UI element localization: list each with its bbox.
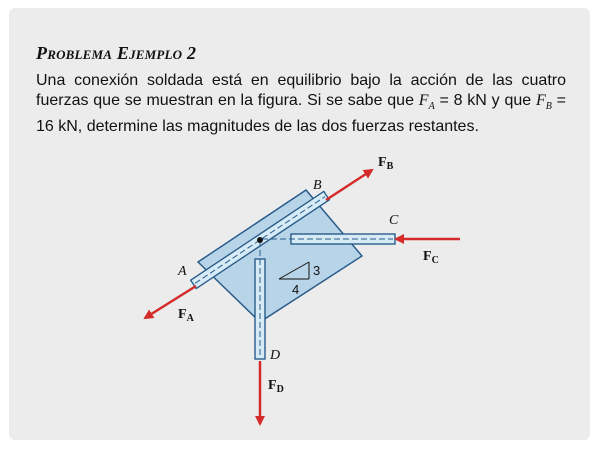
force-b-label: $F_B$ bbox=[378, 155, 394, 172]
bar-d bbox=[255, 241, 265, 359]
point-label-d: D bbox=[270, 348, 281, 363]
point-label-b: B bbox=[313, 178, 322, 193]
force-d-label: $F_D$ bbox=[268, 378, 284, 395]
point-label-c: C bbox=[389, 213, 399, 228]
force-c-label: $F_C$ bbox=[423, 249, 439, 266]
junction-point bbox=[257, 237, 263, 243]
slope-rise-label: 3 bbox=[313, 263, 321, 278]
force-b-symbol: $F_B$ bbox=[535, 92, 552, 113]
statement-part-1: Una conexión soldada está en equilibrio bajo la acción de las cuatro fuerzas que se muestran en la figura. Si se sabe que bbox=[36, 72, 566, 109]
force-a-symbol: $F_A$ bbox=[418, 92, 435, 113]
point-label-a: A bbox=[178, 264, 187, 279]
force-b-arrow bbox=[326, 170, 372, 200]
problem-title: Problema Ejemplo 2 bbox=[36, 43, 197, 63]
force-b-value: = 16 kN, determine las magnitudes de las dos fuerzas restantes. bbox=[36, 92, 567, 136]
force-a-label: $F_A$ bbox=[178, 307, 194, 324]
force-a-value: = 8 kN y que bbox=[434, 92, 536, 109]
slope-run-label: 4 bbox=[292, 282, 300, 297]
gusset-plate bbox=[198, 190, 362, 322]
